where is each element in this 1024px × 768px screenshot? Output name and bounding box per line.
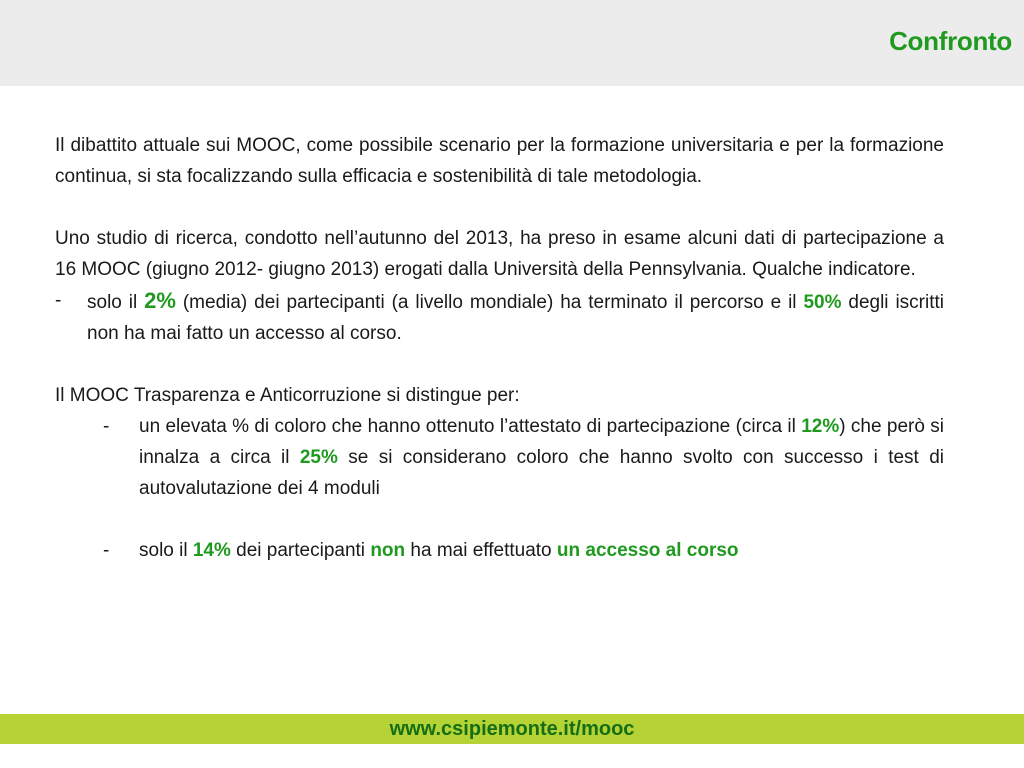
bullet-text: degli iscritti non ha mai fatto un accesso al corso. [87,292,944,344]
study-paragraph: Uno studio di ricerca, condotto nell’autunno del 2013, ha preso in esame alcuni dati di partecipazione a 16 MOOC (giugno 2012- giugno 2013) erogati dalla Università della Pennsylvania. Qualche indicatore. [55,228,944,280]
bullet-dash: - [103,416,110,437]
bullet-text: (media) dei partecipanti (a livello mondiale) ha terminato il percorso e il [175,292,804,313]
spacer [55,504,944,535]
highlight-value: 50% [803,292,842,313]
bullet-text: solo il [139,540,193,561]
bullet-dash: - [55,290,62,311]
bullet-item-accesso [55,535,944,566]
bullet-text: solo il [87,292,145,313]
intro-paragraph: Il dibattito attuale sui MOOC, come possibile scenario per la formazione universitaria e per la formazione continua, si sta focalizzando sulla efficacia e sostenibilità di tale metodologia. [55,135,944,187]
highlight-value: un accesso al corso [556,540,739,561]
slide-body [55,130,944,566]
spacer [55,192,944,223]
highlight-value: 14% [192,540,231,561]
mooc-paragraph: Il MOOC Trasparenza e Anticorruzione si distingue per: [55,385,520,406]
slide-title: Confronto [889,26,1012,56]
website-link[interactable]: www.csipiemonte.it/mooc [389,718,635,740]
highlight-value: 2% [144,288,176,313]
footer-bar [0,714,1024,744]
bullet-dash: - [103,540,110,561]
bullet-item-attestato [55,411,944,504]
bullet-text: un elevata % di coloro che hanno ottenuto l’attestato di partecipazione (circa il [139,416,802,437]
highlight-value: 12% [801,416,840,437]
header-bar [0,0,1024,86]
highlight-value: non [370,540,406,561]
bullet-text: ) che però si innalza a circa il [139,416,944,468]
bullet-text: ha mai effettuato [405,540,557,561]
bullet-text: se si considerano coloro che hanno svolto con successo i test di autovalutazione dei 4 moduli [139,447,944,499]
highlight-value: 25% [299,447,338,468]
spacer [55,349,944,380]
bullet-item-global-stats [55,285,944,349]
bullet-text: dei partecipanti [230,540,371,561]
